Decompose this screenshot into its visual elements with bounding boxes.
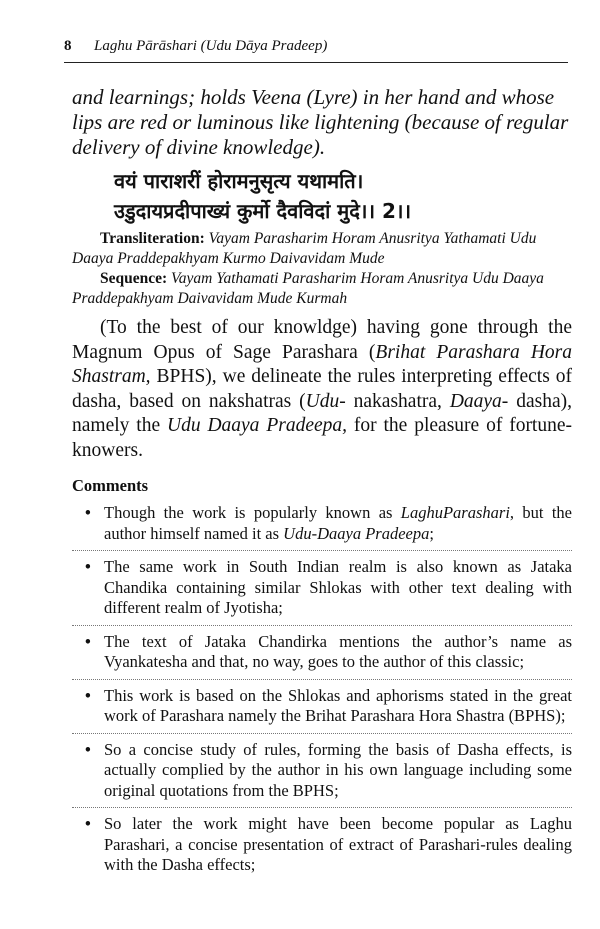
page-number: 8 <box>64 38 72 54</box>
sequence-paragraph <box>72 269 572 309</box>
transliteration-block <box>72 229 572 309</box>
comment-italic: LaghuParashari <box>400 503 510 522</box>
comment-text: The text of Jataka Chandirka mentions the author’s name as Vyankatesha and that, no way, goes to the author of this classic; <box>104 631 572 671</box>
meaning-text: (To the best of our knowldge) having gone through the Magnum Opus of Sage Parashara ( <box>72 317 572 363</box>
running-title: Laghu Pārāshari (Udu Dāya Pradeep) <box>94 38 328 54</box>
comment-item <box>72 557 572 626</box>
verse-intro-text: and learnings; holds Veena (Lyre) in her hand and whose lips are red or luminous like lightening (because of regular delivery of divine knowledge). <box>72 85 569 159</box>
comment-text: ; <box>429 523 434 543</box>
bullet-icon: • <box>85 814 91 833</box>
meaning-italic: Daaya- <box>449 390 509 412</box>
bullet-icon: • <box>85 631 91 651</box>
sequence-label: Sequence: <box>100 270 168 287</box>
comment-item <box>72 632 572 680</box>
comment-item <box>72 686 572 734</box>
comment-text: So a concise study of rules, forming the basis of Dasha effects, is actually complied by the author in his own language including some original quotations from the BPHS; <box>104 739 572 800</box>
meaning-text: for the pleasure of fortune-knowers. <box>72 415 572 461</box>
page-header <box>64 38 568 63</box>
bullet-icon: • <box>85 739 91 759</box>
transliteration-text: Vayam Parasharim Horam Anusritya Yathamati Udu Daaya Praddepakhyam Kurmo Daivavidam Mude <box>72 230 537 267</box>
transliteration-label: Transliteration: <box>100 230 205 247</box>
comment-item <box>72 740 572 809</box>
meaning-text: BPHS), we delineate the rules interpreting effects of dasha, based on nakshatras ( <box>72 366 572 412</box>
bullet-icon: • <box>85 557 91 576</box>
comments-heading: Comments <box>72 476 149 495</box>
bullet-icon: • <box>85 503 91 522</box>
comment-italic: Udu-Daaya Pradeepa <box>283 523 430 543</box>
comments-list <box>72 503 572 888</box>
meaning-italic: Brihat Parashara Hora Shastram, <box>72 341 572 387</box>
meaning-paragraph <box>72 316 572 463</box>
meaning-text: nakashatra, <box>345 390 450 412</box>
bullet-icon: • <box>85 685 91 705</box>
meaning-italic: Udu Daaya Pradeepa, <box>166 415 348 436</box>
comment-text: This work is based on the Shlokas and aphorisms stated in the great work of Parashara namely the Brihat Parashara Hora Shastra (BPHS); <box>104 685 572 725</box>
transliteration-paragraph <box>72 229 572 269</box>
meaning-text: dasha), namely the <box>72 390 572 436</box>
sequence-text: Vayam Yathamati Parasharim Horam Anusritya Udu Daaya Praddepakhyam Daivavidam Mude Kurmah <box>72 270 544 307</box>
comment-text: The same work in South Indian realm is also known as Jataka Chandika containing similar Shlokas with other text dealing with different realm of Jyotisha; <box>104 557 572 617</box>
meaning-italic: Udu- <box>305 390 346 412</box>
comment-text: So later the work might have been become popular as Laghu Parashari, a concise presentation of extract of Parashari-rules dealing with the Dasha effects; <box>104 814 572 874</box>
comment-text: , but the author himself named it as <box>104 503 572 543</box>
comment-item <box>72 503 572 551</box>
sanskrit-verse-line-2: उडुदायप्रदीपाख्यं कुर्मो दैवविदां मुदे।। 2।। <box>114 199 412 223</box>
sanskrit-verse-line-1: वयं पाराशरीं होरामनुसृत्य यथामति। <box>114 169 364 193</box>
comment-item <box>72 814 572 882</box>
comment-text: Though the work is popularly known as <box>104 503 401 522</box>
